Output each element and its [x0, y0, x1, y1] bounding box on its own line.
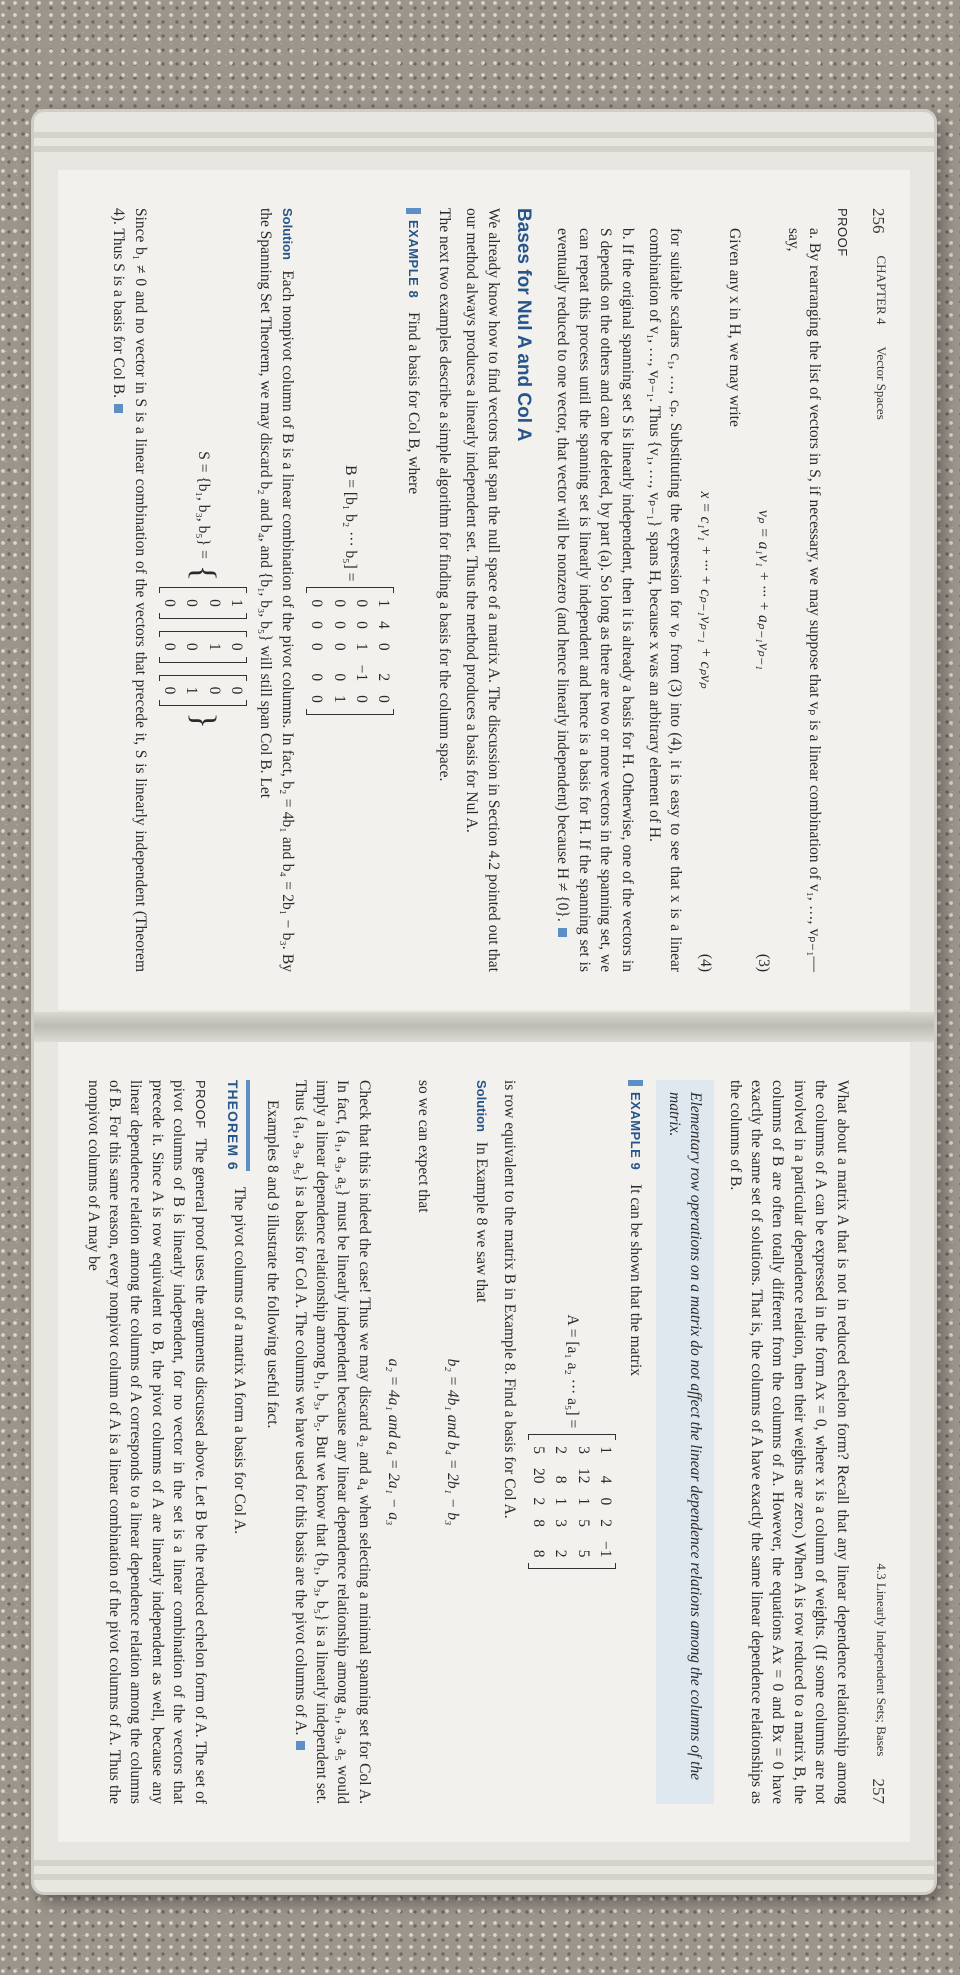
matrix-a-entry: 3: [574, 1446, 592, 1454]
column-vector: [159, 675, 248, 707]
example-8: [402, 208, 423, 972]
bracket-right: [528, 1563, 617, 1569]
matrix-b-entry: 0: [308, 695, 326, 703]
theorem-6: [223, 1080, 250, 1804]
bracket-right: [159, 657, 248, 663]
solution-label: Solution: [279, 208, 295, 260]
matrix-b-entry: 0: [330, 642, 348, 651]
matrix-a-entry: 5: [574, 1519, 592, 1527]
example-9-text: It can be shown that the matrix: [626, 1184, 644, 1377]
set-s-equation: [159, 208, 248, 972]
matrix-a-entry: 8: [552, 1475, 570, 1484]
equation-4-tag: (4): [696, 953, 714, 972]
proof-label: PROOF: [192, 1080, 208, 1129]
matrix-b-entry: 0: [330, 673, 348, 682]
set-s: [159, 451, 248, 728]
column-vector: [159, 587, 248, 619]
theorem-label: THEOREM 6: [223, 1080, 250, 1171]
matrix-a-entry: 1: [552, 1497, 570, 1506]
matrix-a-entry: −1: [597, 1540, 615, 1558]
section-heading: Bases for Nul A and Col A: [513, 208, 535, 442]
left-page-content: [58, 170, 910, 1010]
matrix-a-entry: 20: [530, 1467, 548, 1484]
right-page-content: [58, 1042, 910, 1842]
bracket-left: [159, 587, 248, 593]
set-s-lhs: S = {b₁, b₃, b₅} =: [194, 451, 212, 559]
solution-8: [255, 208, 298, 972]
example-9: [624, 1080, 645, 1804]
vector-entry: 0: [183, 599, 201, 607]
equation-3: [753, 208, 774, 972]
matrix-b-entry: −1: [352, 664, 370, 682]
page-edge: [34, 132, 934, 138]
solution-9: [471, 1080, 492, 1804]
bracket-right: [306, 709, 395, 715]
matrix-a-entry: 8: [530, 1549, 548, 1558]
given-line: Given any x in H, we may write: [726, 228, 744, 427]
column-vector: [159, 631, 248, 663]
matrix-a-entry: 0: [597, 1497, 615, 1506]
scalars-paragraph: for suitable scalars c₁, …, cₚ. Substituting the expression for vₚ from (3) into (4), it is easy to see that x is a linear combination of v₁, …, vₚ₋₁. Thus {v₁, …, vₚ₋₁} spans H, because x was an arbitrary element of H.: [645, 228, 685, 972]
matrix-b-entry: 1: [352, 642, 370, 651]
left-page: [58, 170, 910, 1010]
matrix-b-entry: 0: [308, 642, 326, 651]
vector-entry: 0: [160, 599, 178, 607]
vector-entry: 0: [205, 686, 223, 695]
proof-text: The general proof uses the arguments discussed above. Let B be the reduced echelon form of A. The set of pivot columns of B is linearly independent, for no vector in the set is a linear combination of the vectors that precede it. Since A is row equivalent to B, the pivot columns of A are linearly independent as well, because any linear dependence relation among the columns of A corresponds to a linear dependence relation among the columns of B. For this same reason, every nonpivot column of A is a linear combination of the pivot columns of A. Thus the nonpivot columns of A may be: [84, 1080, 209, 1804]
vector-entry: 1: [205, 642, 223, 651]
vector-entries: [159, 687, 248, 695]
page-edge: [34, 146, 934, 152]
matrix-a-entry: 3: [552, 1519, 570, 1527]
set-s-vectors: [159, 587, 248, 706]
matrix-a-entry: 2: [530, 1497, 548, 1506]
matrix-a-entry: 2: [552, 1549, 570, 1558]
section-paragraph: We already know how to find vectors that span the null space of a matrix A. The discussion in Section 4.2 pointed out that our method always produces a linearly independent set. Thus the method produces a basis for Nul A.: [463, 208, 502, 972]
matrix-a-entry: 4: [597, 1475, 615, 1484]
brace-left-icon: {: [185, 564, 223, 582]
brace-right-icon: }: [185, 712, 223, 729]
bracket-left: [159, 631, 248, 637]
section-paragraph-2: The next two examples describe a simple algorithm for finding a basis for the column space.: [436, 208, 454, 782]
open-textbook: [34, 112, 934, 1892]
section-header: 4.3 Linearly Independent Sets; Bases: [874, 1563, 889, 1757]
vector-entry: 0: [160, 686, 178, 695]
check-paragraph-text: Check that this is indeed the case! Thus we may discard a₂ and a₄ when selecting a minimal spanning set for Col A. In fact, {a₁, a₃, a₅} must be linearly independent because any linear dependence relationship among a₁, a₃, a₅ would imply a linear dependence relationship among b₁, b₃, b₅. But we know that {b₁, b₃, b₅} is a linearly independent set. Thus {a₁, a₃, a₅} is a basis for Col A. The columns we have used for this basis are the pivot columns of A.: [291, 1080, 373, 1804]
matrix-a-lhs: A = [a₁ a₂ ··· a₅] =: [563, 1314, 581, 1429]
matrix-b-entry: 0: [330, 621, 348, 629]
matrix-a-grid: [528, 1446, 617, 1557]
chapter-label: CHAPTER 4: [874, 255, 889, 325]
solution-8-text: Each nonpivot column of B is a linear combination of the pivot columns. In fact, b₂ = 4b₁ and b₄ = 2b₁ − b₃. By the Spanning Set Theorem, we may discard b₂ and b₄, and {b₁, b₃, b₅} will still span Col B. Let: [257, 208, 296, 973]
highlight-box: Elementary row operations on a matrix do not affect the linear dependence relations among the columns of the matrix.: [656, 1080, 715, 1804]
vector-entry: 0: [183, 642, 201, 651]
book-gutter: [34, 1012, 934, 1042]
example-8-label: EXAMPLE 8: [406, 208, 421, 298]
matrix-b-grid: [306, 599, 395, 703]
right-page: [58, 1042, 910, 1842]
equation-3-tag: (3): [755, 953, 773, 972]
relation-a: a₂ = 4a₁ and a₄ = 2a₁ − a₃: [385, 1358, 403, 1526]
vector-entry: 0: [205, 599, 223, 607]
qed-icon: [558, 928, 567, 937]
matrix-b-entry: 1: [330, 695, 348, 703]
matrix-a-entry: 1: [574, 1497, 592, 1506]
qed-icon: [114, 404, 123, 413]
page-edge: [34, 1874, 934, 1880]
solution-label: Solution: [474, 1080, 490, 1132]
matrix-a-entry: 5: [530, 1446, 548, 1454]
vector-entries: [159, 599, 248, 607]
relation-b: b₂ = 4b₁ and b₄ = 2b₁ − b₃: [443, 1358, 461, 1526]
bracket-right: [159, 700, 248, 706]
matrix-b-entry: 0: [352, 621, 370, 629]
matrix-b-entry: 0: [308, 599, 326, 608]
matrix-a-entry: 2: [552, 1446, 570, 1454]
example-9-label: EXAMPLE 9: [628, 1080, 643, 1170]
equation-4: [694, 208, 715, 972]
matrix-b-lhs: B = [b₁ b₂ ··· b₅] =: [341, 465, 359, 582]
vector-entry: 0: [228, 642, 246, 651]
matrix-a-entry: 8: [530, 1519, 548, 1527]
matrix-a-entry: 12: [574, 1467, 592, 1484]
qed-icon: [296, 1741, 305, 1750]
solution-9-intro: In Example 8 we saw that: [473, 1141, 491, 1303]
bracket-left: [159, 675, 248, 681]
page-number: 257: [869, 1778, 888, 1804]
bracket-left: [306, 587, 395, 593]
page-number: 256: [869, 208, 888, 234]
matrix-a-entry: 2: [597, 1519, 615, 1527]
chapter-title: Vector Spaces: [874, 346, 889, 420]
matrix-b-entry: 0: [308, 621, 326, 629]
proof-part-b-text: b. If the original spanning set S is linearly independent, then it is already a basis for H. Otherwise, one of the vectors in S depends on the others and can be deleted, by part (a). So long as there are two or more vectors in the spanning set, we can repeat this process until the spanning set is linearly independent and hence is a basis for H. If the spanning set is eventually reduced to one vector, that vector will be nonzero (and hence linearly independent) because H ≠ {0}.: [554, 228, 636, 972]
example-9-after: is row equivalent to the matrix B in Example 8. Find a basis for Col A.: [500, 1080, 518, 1519]
matrix-b-entry: 0: [308, 673, 326, 682]
matrix-b-entry: 0: [330, 599, 348, 608]
matrix-a-equation: [528, 1080, 617, 1804]
proof-label: PROOF: [834, 208, 850, 257]
page-edge: [34, 1860, 934, 1866]
vector-entry: 1: [228, 599, 246, 607]
matrix-b-entry: 4: [375, 621, 393, 629]
left-running-head: [867, 208, 890, 972]
matrix-b-entry: 0: [352, 599, 370, 608]
expect-line: so we can expect that: [414, 1080, 432, 1213]
bracket-right: [159, 613, 248, 619]
matrix-b-entry: 0: [375, 642, 393, 651]
vector-entries: [159, 643, 248, 651]
matrix-b-entry: 0: [352, 695, 370, 703]
equation-4-body: x = c₁v₁ + ··· + cₚ₋₁vₚ₋₁ + cₚvₚ: [696, 491, 714, 689]
equation-3-body: vₚ = a₁v₁ + ··· + aₚ₋₁vₚ₋₁: [755, 509, 773, 671]
check-paragraph: [289, 1080, 375, 1804]
matrix-b-equation: [306, 208, 395, 972]
intro-paragraph: What about a matrix A that is not in reduced echelon form? Recall that any linear dependence relationship among the columns of A can be expressed in the form Ax = 0, where x is a column of weights. (If some columns are not involved in a particular dependence relation, then their weights are zero.) When A is row reduced to a matrix B, the columns of B are often totally different from the columns of A. However, the equations Ax = 0 and Bx = 0 have exactly the same set of solutions. That is, the columns of A have exactly the same linear dependence relationships as the columns of B.: [726, 1080, 851, 1804]
matrix-a: [528, 1315, 617, 1570]
closing-8-text: Since b₁ ≠ 0 and no vector in S is a linear combination of the vectors that precede it, S is linearly independent (Theorem 4). Thus S is a basis for Col B.: [110, 208, 149, 972]
matrix-b-entry: 2: [375, 673, 393, 682]
matrix-b-entry: 0: [375, 695, 393, 703]
closing-8: [108, 208, 151, 972]
matrix-a-entry: 5: [574, 1549, 592, 1558]
vector-entry: 1: [183, 686, 201, 695]
vector-entry: 0: [160, 642, 178, 651]
matrix-b: [306, 465, 395, 715]
right-running-head: [867, 1080, 890, 1804]
bracket-left: [528, 1434, 617, 1440]
theorem-text: The pivot columns of a matrix A form a basis for Col A.: [230, 1186, 248, 1535]
proof-paragraph: [82, 1080, 210, 1804]
vector-entry: 0: [228, 686, 246, 695]
examples-line: Examples 8 and 9 illustrate the following useful fact.: [264, 1100, 282, 1429]
matrix-b-entry: 1: [375, 599, 393, 608]
proof-part-b: [552, 208, 638, 972]
matrix-a-entry: 1: [597, 1446, 615, 1454]
proof-part-a: a. By rearranging the list of vectors in S, if necessary, we may suppose that vₚ is a linear combination of v₁, …, vₚ₋₁—say,: [784, 228, 824, 972]
example-8-text: Find a basis for Col B, where: [404, 312, 422, 495]
